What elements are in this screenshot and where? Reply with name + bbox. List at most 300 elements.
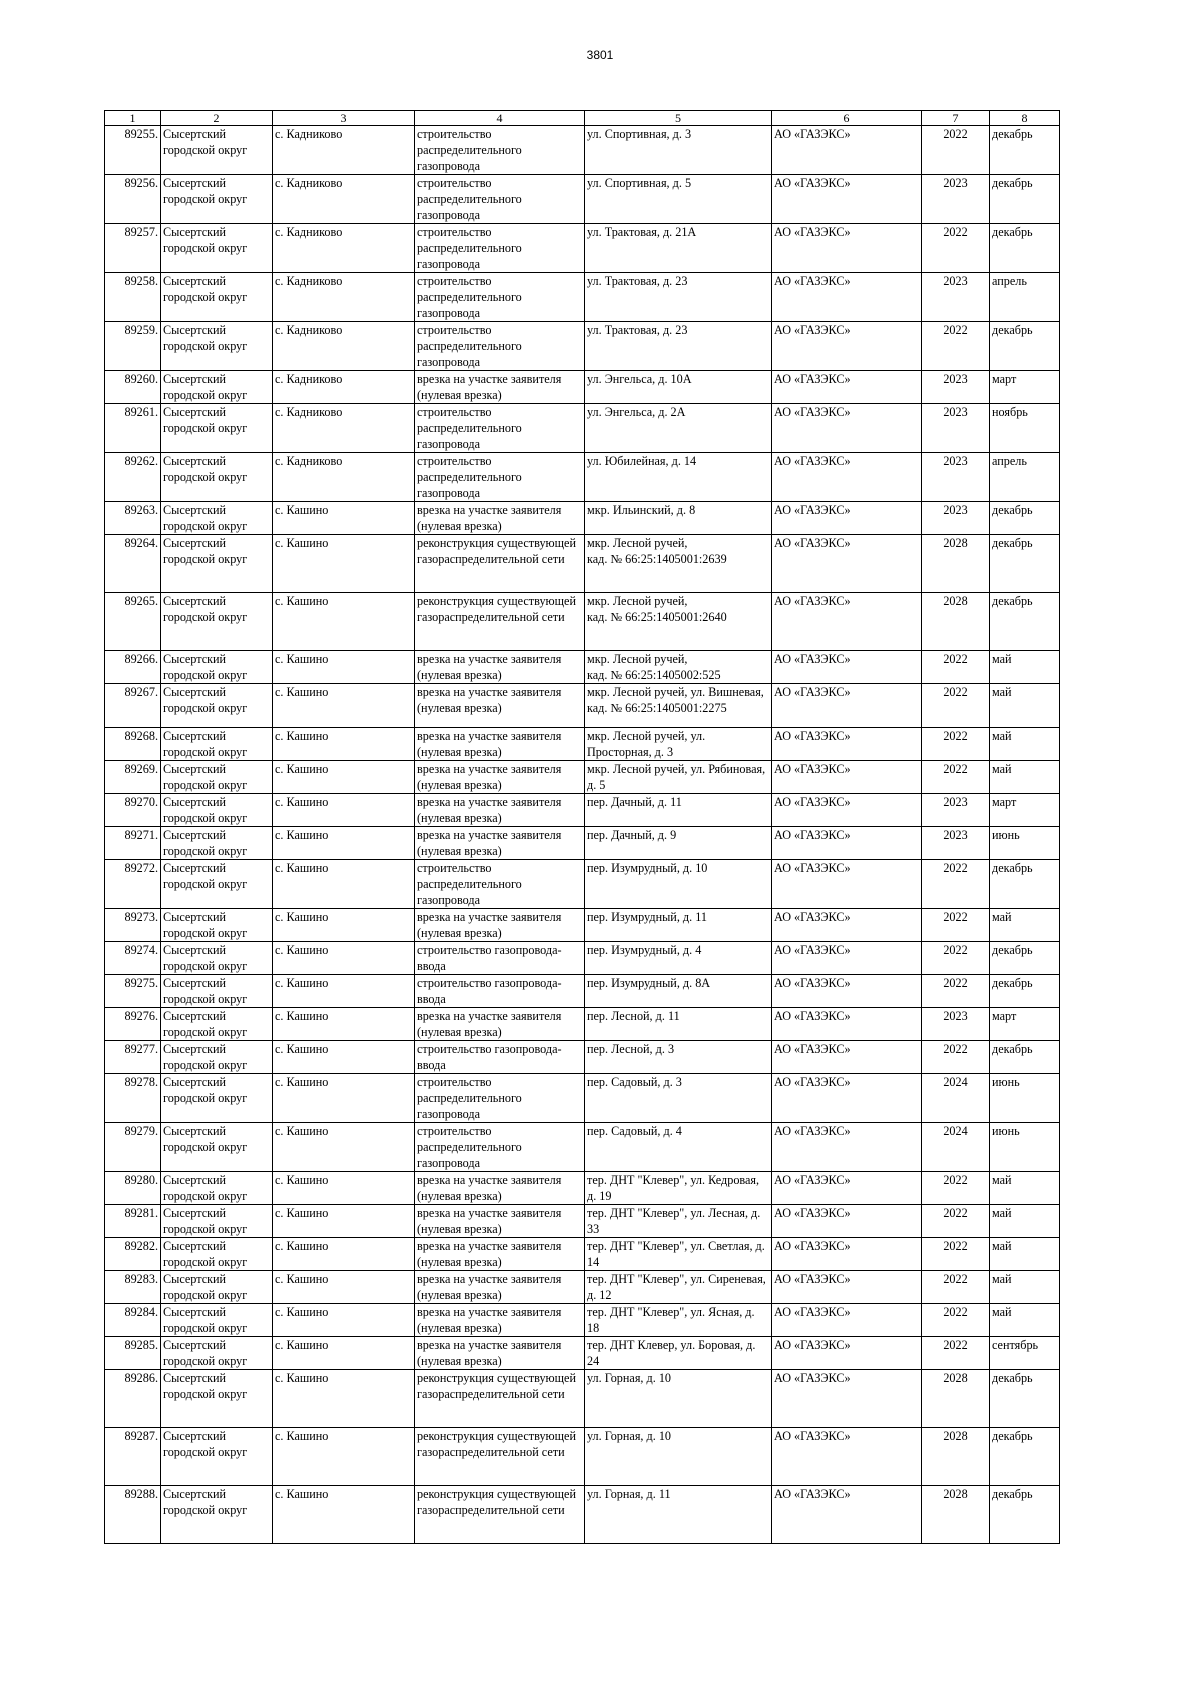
work-type-cell: врезка на участке заявителя (нулевая врезка) xyxy=(415,1172,585,1205)
locality-cell: с. Кадниково xyxy=(273,453,415,502)
row-number: 89277. xyxy=(105,1041,161,1074)
year-cell: 2023 xyxy=(922,404,990,453)
month-cell: декабрь xyxy=(990,593,1060,651)
organization-cell: АО «ГАЗЭКС» xyxy=(772,126,922,175)
address-cell: тер. ДНТ "Клевер", ул. Светлая, д. 14 xyxy=(585,1238,772,1271)
district-cell: Сысертский городской округ xyxy=(161,975,273,1008)
row-number: 89262. xyxy=(105,453,161,502)
address-cell: мкр. Лесной ручей, кад. № 66:25:1405001:2639 xyxy=(585,535,772,593)
organization-cell: АО «ГАЗЭКС» xyxy=(772,860,922,909)
district-cell: Сысертский городской округ xyxy=(161,761,273,794)
work-type-cell: врезка на участке заявителя (нулевая врезка) xyxy=(415,728,585,761)
table-body xyxy=(105,126,1060,1544)
table-row xyxy=(105,1041,1060,1074)
year-cell: 2022 xyxy=(922,1172,990,1205)
address-cell: пер. Изумрудный, д. 8А xyxy=(585,975,772,1008)
row-number: 89267. xyxy=(105,684,161,728)
month-cell: декабрь xyxy=(990,175,1060,224)
month-cell: декабрь xyxy=(990,224,1060,273)
district-cell: Сысертский городской округ xyxy=(161,1041,273,1074)
work-type-cell: врезка на участке заявителя (нулевая врезка) xyxy=(415,1238,585,1271)
work-type-cell: реконструкция существующей газораспределительной сети xyxy=(415,1486,585,1544)
work-type-cell: врезка на участке заявителя (нулевая врезка) xyxy=(415,502,585,535)
month-cell: декабрь xyxy=(990,860,1060,909)
organization-cell: АО «ГАЗЭКС» xyxy=(772,453,922,502)
table-row xyxy=(105,273,1060,322)
row-number: 89285. xyxy=(105,1337,161,1370)
register-table xyxy=(104,110,1060,1544)
organization-cell: АО «ГАЗЭКС» xyxy=(772,728,922,761)
table-row xyxy=(105,1172,1060,1205)
work-type-cell: врезка на участке заявителя (нулевая врезка) xyxy=(415,684,585,728)
district-cell: Сысертский городской округ xyxy=(161,827,273,860)
row-number: 89261. xyxy=(105,404,161,453)
address-cell: тер. ДНТ Клевер, ул. Боровая, д. 24 xyxy=(585,1337,772,1370)
work-type-cell: строительство распределительного газопровода xyxy=(415,322,585,371)
district-cell: Сысертский городской округ xyxy=(161,273,273,322)
header-row xyxy=(105,111,1060,126)
month-cell: декабрь xyxy=(990,1041,1060,1074)
table-row xyxy=(105,1428,1060,1486)
locality-cell: с. Кашино xyxy=(273,1205,415,1238)
organization-cell: АО «ГАЗЭКС» xyxy=(772,1370,922,1428)
locality-cell: с. Кашино xyxy=(273,975,415,1008)
column-header: 3 xyxy=(273,111,415,126)
locality-cell: с. Кашино xyxy=(273,1428,415,1486)
table-row xyxy=(105,728,1060,761)
row-number: 89272. xyxy=(105,860,161,909)
organization-cell: АО «ГАЗЭКС» xyxy=(772,535,922,593)
address-cell: тер. ДНТ "Клевер", ул. Кедровая, д. 19 xyxy=(585,1172,772,1205)
month-cell: декабрь xyxy=(990,502,1060,535)
organization-cell: АО «ГАЗЭКС» xyxy=(772,1428,922,1486)
column-header: 1 xyxy=(105,111,161,126)
locality-cell: с. Кашино xyxy=(273,1074,415,1123)
month-cell: май xyxy=(990,1238,1060,1271)
month-cell: июнь xyxy=(990,1074,1060,1123)
address-cell: ул. Горная, д. 11 xyxy=(585,1486,772,1544)
organization-cell: АО «ГАЗЭКС» xyxy=(772,1074,922,1123)
month-cell: июнь xyxy=(990,827,1060,860)
locality-cell: с. Кашино xyxy=(273,728,415,761)
month-cell: декабрь xyxy=(990,1428,1060,1486)
work-type-cell: врезка на участке заявителя (нулевая врезка) xyxy=(415,1008,585,1041)
address-cell: мкр. Лесной ручей, ул. Рябиновая, д. 5 xyxy=(585,761,772,794)
year-cell: 2022 xyxy=(922,975,990,1008)
work-type-cell: строительство распределительного газопровода xyxy=(415,404,585,453)
work-type-cell: врезка на участке заявителя (нулевая врезка) xyxy=(415,794,585,827)
address-cell: ул. Трактовая, д. 23 xyxy=(585,273,772,322)
column-header: 8 xyxy=(990,111,1060,126)
year-cell: 2024 xyxy=(922,1123,990,1172)
year-cell: 2028 xyxy=(922,1486,990,1544)
year-cell: 2028 xyxy=(922,535,990,593)
district-cell: Сысертский городской округ xyxy=(161,1337,273,1370)
organization-cell: АО «ГАЗЭКС» xyxy=(772,684,922,728)
table-row xyxy=(105,794,1060,827)
work-type-cell: строительство распределительного газопровода xyxy=(415,175,585,224)
district-cell: Сысертский городской округ xyxy=(161,224,273,273)
organization-cell: АО «ГАЗЭКС» xyxy=(772,1337,922,1370)
year-cell: 2022 xyxy=(922,126,990,175)
row-number: 89258. xyxy=(105,273,161,322)
organization-cell: АО «ГАЗЭКС» xyxy=(772,794,922,827)
year-cell: 2022 xyxy=(922,942,990,975)
row-number: 89268. xyxy=(105,728,161,761)
row-number: 89256. xyxy=(105,175,161,224)
year-cell: 2023 xyxy=(922,371,990,404)
year-cell: 2023 xyxy=(922,1008,990,1041)
month-cell: декабрь xyxy=(990,1486,1060,1544)
address-cell: пер. Лесной, д. 11 xyxy=(585,1008,772,1041)
row-number: 89269. xyxy=(105,761,161,794)
district-cell: Сысертский городской округ xyxy=(161,1123,273,1172)
year-cell: 2022 xyxy=(922,651,990,684)
month-cell: декабрь xyxy=(990,535,1060,593)
year-cell: 2022 xyxy=(922,728,990,761)
district-cell: Сысертский городской округ xyxy=(161,1428,273,1486)
work-type-cell: строительство газопровода-ввода xyxy=(415,1041,585,1074)
month-cell: сентябрь xyxy=(990,1337,1060,1370)
month-cell: май xyxy=(990,728,1060,761)
month-cell: апрель xyxy=(990,273,1060,322)
work-type-cell: строительство распределительного газопровода xyxy=(415,1123,585,1172)
organization-cell: АО «ГАЗЭКС» xyxy=(772,593,922,651)
month-cell: май xyxy=(990,761,1060,794)
work-type-cell: реконструкция существующей газораспределительной сети xyxy=(415,535,585,593)
table-row xyxy=(105,593,1060,651)
year-cell: 2023 xyxy=(922,273,990,322)
work-type-cell: реконструкция существующей газораспределительной сети xyxy=(415,593,585,651)
organization-cell: АО «ГАЗЭКС» xyxy=(772,942,922,975)
address-cell: мкр. Лесной ручей, кад. № 66:25:1405001:2640 xyxy=(585,593,772,651)
locality-cell: с. Кашино xyxy=(273,1370,415,1428)
district-cell: Сысертский городской округ xyxy=(161,502,273,535)
district-cell: Сысертский городской округ xyxy=(161,404,273,453)
organization-cell: АО «ГАЗЭКС» xyxy=(772,827,922,860)
locality-cell: с. Кашино xyxy=(273,1123,415,1172)
year-cell: 2022 xyxy=(922,322,990,371)
work-type-cell: строительство распределительного газопровода xyxy=(415,860,585,909)
row-number: 89259. xyxy=(105,322,161,371)
table-row xyxy=(105,371,1060,404)
year-cell: 2022 xyxy=(922,1271,990,1304)
organization-cell: АО «ГАЗЭКС» xyxy=(772,651,922,684)
district-cell: Сысертский городской округ xyxy=(161,322,273,371)
table-row xyxy=(105,1123,1060,1172)
organization-cell: АО «ГАЗЭКС» xyxy=(772,371,922,404)
address-cell: мкр. Лесной ручей, ул. Просторная, д. 3 xyxy=(585,728,772,761)
year-cell: 2022 xyxy=(922,1041,990,1074)
district-cell: Сысертский городской округ xyxy=(161,1205,273,1238)
work-type-cell: строительство газопровода-ввода xyxy=(415,942,585,975)
row-number: 89274. xyxy=(105,942,161,975)
row-number: 89278. xyxy=(105,1074,161,1123)
organization-cell: АО «ГАЗЭКС» xyxy=(772,1486,922,1544)
locality-cell: с. Кашино xyxy=(273,1337,415,1370)
month-cell: май xyxy=(990,909,1060,942)
district-cell: Сысертский городской округ xyxy=(161,942,273,975)
row-number: 89270. xyxy=(105,794,161,827)
work-type-cell: врезка на участке заявителя (нулевая врезка) xyxy=(415,371,585,404)
district-cell: Сысертский городской округ xyxy=(161,593,273,651)
address-cell: ул. Горная, д. 10 xyxy=(585,1370,772,1428)
row-number: 89281. xyxy=(105,1205,161,1238)
district-cell: Сысертский городской округ xyxy=(161,1486,273,1544)
address-cell: ул. Трактовая, д. 21А xyxy=(585,224,772,273)
work-type-cell: строительство распределительного газопровода xyxy=(415,453,585,502)
table-row xyxy=(105,502,1060,535)
table-row xyxy=(105,975,1060,1008)
work-type-cell: строительство распределительного газопровода xyxy=(415,273,585,322)
row-number: 89287. xyxy=(105,1428,161,1486)
table-row xyxy=(105,322,1060,371)
month-cell: май xyxy=(990,1304,1060,1337)
month-cell: декабрь xyxy=(990,942,1060,975)
row-number: 89266. xyxy=(105,651,161,684)
table-row xyxy=(105,651,1060,684)
address-cell: пер. Дачный, д. 9 xyxy=(585,827,772,860)
organization-cell: АО «ГАЗЭКС» xyxy=(772,1304,922,1337)
locality-cell: с. Кашино xyxy=(273,502,415,535)
row-number: 89283. xyxy=(105,1271,161,1304)
locality-cell: с. Кадниково xyxy=(273,322,415,371)
table-row xyxy=(105,1304,1060,1337)
work-type-cell: врезка на участке заявителя (нулевая врезка) xyxy=(415,1205,585,1238)
organization-cell: АО «ГАЗЭКС» xyxy=(772,1041,922,1074)
locality-cell: с. Кашино xyxy=(273,1172,415,1205)
row-number: 89255. xyxy=(105,126,161,175)
work-type-cell: врезка на участке заявителя (нулевая врезка) xyxy=(415,827,585,860)
table-row xyxy=(105,126,1060,175)
address-cell: ул. Спортивная, д. 5 xyxy=(585,175,772,224)
year-cell: 2028 xyxy=(922,1428,990,1486)
table-row xyxy=(105,1337,1060,1370)
table-row xyxy=(105,1486,1060,1544)
month-cell: март xyxy=(990,1008,1060,1041)
address-cell: пер. Лесной, д. 3 xyxy=(585,1041,772,1074)
district-cell: Сысертский городской округ xyxy=(161,794,273,827)
month-cell: май xyxy=(990,1205,1060,1238)
address-cell: пер. Садовый, д. 4 xyxy=(585,1123,772,1172)
district-cell: Сысертский городской округ xyxy=(161,909,273,942)
locality-cell: с. Кадниково xyxy=(273,273,415,322)
district-cell: Сысертский городской округ xyxy=(161,1172,273,1205)
row-number: 89280. xyxy=(105,1172,161,1205)
address-cell: ул. Энгельса, д. 10А xyxy=(585,371,772,404)
row-number: 89279. xyxy=(105,1123,161,1172)
work-type-cell: строительство распределительного газопровода xyxy=(415,1074,585,1123)
month-cell: ноябрь xyxy=(990,404,1060,453)
address-cell: пер. Дачный, д. 11 xyxy=(585,794,772,827)
column-header: 4 xyxy=(415,111,585,126)
row-number: 89288. xyxy=(105,1486,161,1544)
year-cell: 2022 xyxy=(922,684,990,728)
address-cell: тер. ДНТ "Клевер", ул. Ясная, д. 18 xyxy=(585,1304,772,1337)
address-cell: тер. ДНТ "Клевер", ул. Сиреневая, д. 12 xyxy=(585,1271,772,1304)
month-cell: апрель xyxy=(990,453,1060,502)
table-row xyxy=(105,860,1060,909)
work-type-cell: реконструкция существующей газораспределительной сети xyxy=(415,1428,585,1486)
organization-cell: АО «ГАЗЭКС» xyxy=(772,224,922,273)
year-cell: 2022 xyxy=(922,1205,990,1238)
year-cell: 2023 xyxy=(922,502,990,535)
column-header: 6 xyxy=(772,111,922,126)
locality-cell: с. Кашино xyxy=(273,794,415,827)
work-type-cell: реконструкция существующей газораспределительной сети xyxy=(415,1370,585,1428)
table-row xyxy=(105,1074,1060,1123)
district-cell: Сысертский городской округ xyxy=(161,371,273,404)
work-type-cell: строительство газопровода-ввода xyxy=(415,975,585,1008)
locality-cell: с. Кашино xyxy=(273,1238,415,1271)
address-cell: мкр. Ильинский, д. 8 xyxy=(585,502,772,535)
address-cell: пер. Изумрудный, д. 10 xyxy=(585,860,772,909)
table-row xyxy=(105,1008,1060,1041)
month-cell: декабрь xyxy=(990,322,1060,371)
table-row xyxy=(105,942,1060,975)
work-type-cell: врезка на участке заявителя (нулевая врезка) xyxy=(415,1337,585,1370)
locality-cell: с. Кадниково xyxy=(273,126,415,175)
address-cell: пер. Изумрудный, д. 11 xyxy=(585,909,772,942)
organization-cell: АО «ГАЗЭКС» xyxy=(772,1008,922,1041)
row-number: 89273. xyxy=(105,909,161,942)
work-type-cell: врезка на участке заявителя (нулевая врезка) xyxy=(415,1271,585,1304)
table-row xyxy=(105,684,1060,728)
column-header: 5 xyxy=(585,111,772,126)
month-cell: май xyxy=(990,1271,1060,1304)
month-cell: май xyxy=(990,651,1060,684)
district-cell: Сысертский городской округ xyxy=(161,651,273,684)
organization-cell: АО «ГАЗЭКС» xyxy=(772,909,922,942)
column-header: 7 xyxy=(922,111,990,126)
row-number: 89265. xyxy=(105,593,161,651)
district-cell: Сысертский городской округ xyxy=(161,535,273,593)
year-cell: 2028 xyxy=(922,593,990,651)
year-cell: 2022 xyxy=(922,860,990,909)
organization-cell: АО «ГАЗЭКС» xyxy=(772,1172,922,1205)
locality-cell: с. Кашино xyxy=(273,535,415,593)
organization-cell: АО «ГАЗЭКС» xyxy=(772,975,922,1008)
locality-cell: с. Кашино xyxy=(273,827,415,860)
district-cell: Сысертский городской округ xyxy=(161,1271,273,1304)
row-number: 89286. xyxy=(105,1370,161,1428)
table-row xyxy=(105,827,1060,860)
district-cell: Сысертский городской округ xyxy=(161,1074,273,1123)
year-cell: 2023 xyxy=(922,175,990,224)
address-cell: ул. Горная, д. 10 xyxy=(585,1428,772,1486)
month-cell: декабрь xyxy=(990,975,1060,1008)
month-cell: май xyxy=(990,1172,1060,1205)
organization-cell: АО «ГАЗЭКС» xyxy=(772,1271,922,1304)
row-number: 89263. xyxy=(105,502,161,535)
work-type-cell: врезка на участке заявителя (нулевая врезка) xyxy=(415,651,585,684)
organization-cell: АО «ГАЗЭКС» xyxy=(772,404,922,453)
page-number: 3801 xyxy=(586,48,614,62)
organization-cell: АО «ГАЗЭКС» xyxy=(772,761,922,794)
year-cell: 2028 xyxy=(922,1370,990,1428)
year-cell: 2023 xyxy=(922,794,990,827)
row-number: 89284. xyxy=(105,1304,161,1337)
organization-cell: АО «ГАЗЭКС» xyxy=(772,1238,922,1271)
table-row xyxy=(105,224,1060,273)
year-cell: 2022 xyxy=(922,1337,990,1370)
year-cell: 2022 xyxy=(922,1238,990,1271)
month-cell: март xyxy=(990,794,1060,827)
month-cell: июнь xyxy=(990,1123,1060,1172)
work-type-cell: строительство распределительного газопровода xyxy=(415,224,585,273)
month-cell: декабрь xyxy=(990,1370,1060,1428)
organization-cell: АО «ГАЗЭКС» xyxy=(772,273,922,322)
table-row xyxy=(105,175,1060,224)
address-cell: ул. Трактовая, д. 23 xyxy=(585,322,772,371)
address-cell: пер. Садовый, д. 3 xyxy=(585,1074,772,1123)
row-number: 89282. xyxy=(105,1238,161,1271)
row-number: 89271. xyxy=(105,827,161,860)
year-cell: 2023 xyxy=(922,827,990,860)
address-cell: мкр. Лесной ручей, кад. № 66:25:1405002:525 xyxy=(585,651,772,684)
address-cell: пер. Изумрудный, д. 4 xyxy=(585,942,772,975)
table-row xyxy=(105,404,1060,453)
locality-cell: с. Кашино xyxy=(273,1304,415,1337)
row-number: 89264. xyxy=(105,535,161,593)
locality-cell: с. Кашино xyxy=(273,942,415,975)
district-cell: Сысертский городской округ xyxy=(161,175,273,224)
row-number: 89257. xyxy=(105,224,161,273)
locality-cell: с. Кашино xyxy=(273,1041,415,1074)
table-row xyxy=(105,535,1060,593)
table-row xyxy=(105,909,1060,942)
locality-cell: с. Кадниково xyxy=(273,175,415,224)
locality-cell: с. Кадниково xyxy=(273,224,415,273)
row-number: 89276. xyxy=(105,1008,161,1041)
locality-cell: с. Кашино xyxy=(273,761,415,794)
organization-cell: АО «ГАЗЭКС» xyxy=(772,1205,922,1238)
district-cell: Сысертский городской округ xyxy=(161,1304,273,1337)
work-type-cell: врезка на участке заявителя (нулевая врезка) xyxy=(415,909,585,942)
year-cell: 2022 xyxy=(922,761,990,794)
work-type-cell: строительство распределительного газопровода xyxy=(415,126,585,175)
year-cell: 2023 xyxy=(922,453,990,502)
organization-cell: АО «ГАЗЭКС» xyxy=(772,1123,922,1172)
district-cell: Сысертский городской округ xyxy=(161,728,273,761)
row-number: 89275. xyxy=(105,975,161,1008)
row-number: 89260. xyxy=(105,371,161,404)
column-header: 2 xyxy=(161,111,273,126)
work-type-cell: врезка на участке заявителя (нулевая врезка) xyxy=(415,1304,585,1337)
locality-cell: с. Кашино xyxy=(273,909,415,942)
table-row xyxy=(105,761,1060,794)
table-row xyxy=(105,453,1060,502)
locality-cell: с. Кашино xyxy=(273,1271,415,1304)
table-row xyxy=(105,1238,1060,1271)
locality-cell: с. Кашино xyxy=(273,651,415,684)
table-row xyxy=(105,1370,1060,1428)
month-cell: декабрь xyxy=(990,126,1060,175)
address-cell: тер. ДНТ "Клевер", ул. Лесная, д. 33 xyxy=(585,1205,772,1238)
year-cell: 2024 xyxy=(922,1074,990,1123)
work-type-cell: врезка на участке заявителя (нулевая врезка) xyxy=(415,761,585,794)
locality-cell: с. Кадниково xyxy=(273,371,415,404)
year-cell: 2022 xyxy=(922,1304,990,1337)
table-header xyxy=(105,111,1060,126)
organization-cell: АО «ГАЗЭКС» xyxy=(772,502,922,535)
district-cell: Сысертский городской округ xyxy=(161,1008,273,1041)
locality-cell: с. Кашино xyxy=(273,860,415,909)
locality-cell: с. Кадниково xyxy=(273,404,415,453)
table-row xyxy=(105,1271,1060,1304)
address-cell: мкр. Лесной ручей, ул. Вишневая, кад. № 66:25:1405001:2275 xyxy=(585,684,772,728)
organization-cell: АО «ГАЗЭКС» xyxy=(772,322,922,371)
